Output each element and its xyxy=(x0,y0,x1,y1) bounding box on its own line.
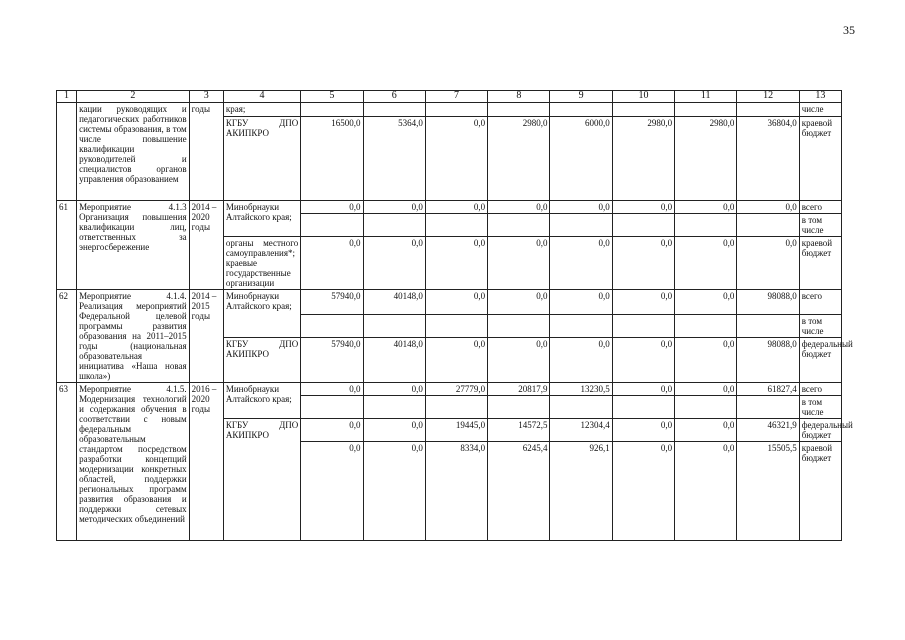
amount-cell: 0,0 xyxy=(363,237,425,290)
funding-source: числе xyxy=(799,103,841,117)
amount-cell: 0,0 xyxy=(612,338,674,383)
activity-years: 2014 – 2015 годы xyxy=(189,290,223,383)
amount-cell: 2980,0 xyxy=(488,117,550,201)
amount-cell: 0,0 xyxy=(675,383,737,396)
funding-source: в том числе xyxy=(799,214,841,237)
executor: КГБУ ДПО АКИПКРО xyxy=(223,338,300,383)
amount-cell: 6000,0 xyxy=(550,117,612,201)
amount-cell: 0,0 xyxy=(675,338,737,383)
row-number: 63 xyxy=(57,383,77,541)
amount-cell: 0,0 xyxy=(363,419,425,442)
amount-cell: 0,0 xyxy=(675,290,737,315)
amount-cell: 0,0 xyxy=(488,201,550,214)
amount-cell: 0,0 xyxy=(550,338,612,383)
amount-cell: 0,0 xyxy=(488,338,550,383)
executor: КГБУ ДПО АКИПКРО xyxy=(223,117,300,201)
amount-cell: 0,0 xyxy=(550,201,612,214)
activity-years: 2016 – 2020 годы xyxy=(189,383,223,541)
activity-years: годы xyxy=(189,103,223,201)
column-header: 4 xyxy=(223,91,300,103)
table-row xyxy=(57,201,842,214)
amount-cell: 0,0 xyxy=(301,237,363,290)
row-number: 62 xyxy=(57,290,77,383)
amount-cell: 12304,4 xyxy=(550,419,612,442)
amount-cell: 0,0 xyxy=(612,201,674,214)
executor: Минобрнауки Алтайского края; xyxy=(223,290,300,338)
funding-source: всего xyxy=(799,290,841,315)
amount-cell: 2980,0 xyxy=(675,117,737,201)
funding-source: федеральный бюджет xyxy=(799,338,841,383)
total-cell: 0,0 xyxy=(737,237,799,290)
funding-source: в том числе xyxy=(799,396,841,419)
column-header: 2 xyxy=(77,91,190,103)
total-cell: 61827,4 xyxy=(737,383,799,396)
amount-cell: 0,0 xyxy=(550,237,612,290)
amount-cell: 14572,5 xyxy=(488,419,550,442)
amount-cell: 0,0 xyxy=(363,383,425,396)
amount-cell: 0,0 xyxy=(425,117,487,201)
funding-source: всего xyxy=(799,201,841,214)
executor: Минобрнауки Алтайского края; xyxy=(223,201,300,237)
executor: Минобрнауки Алтайского края; xyxy=(223,383,300,419)
activity-name: кации руководящих и педагогических работников системы образования, в том числе повышение квалификации руководителей и специалистов органов управления образованием xyxy=(77,103,190,201)
amount-cell: 57940,0 xyxy=(301,290,363,315)
column-header: 1 xyxy=(57,91,77,103)
amount-cell: 16500,0 xyxy=(301,117,363,201)
amount-cell: 926,1 xyxy=(550,442,612,541)
column-header: 3 xyxy=(189,91,223,103)
amount-cell: 0,0 xyxy=(675,419,737,442)
header-row xyxy=(57,91,842,103)
amount-cell: 0,0 xyxy=(425,237,487,290)
column-header: 6 xyxy=(363,91,425,103)
amount-cell: 0,0 xyxy=(363,201,425,214)
amount-cell: 0,0 xyxy=(675,201,737,214)
amount-cell: 8334,0 xyxy=(425,442,487,541)
executor: края; xyxy=(223,103,300,117)
column-header: 11 xyxy=(675,91,737,103)
amount-cell: 0,0 xyxy=(301,419,363,442)
amount-cell: 0,0 xyxy=(612,383,674,396)
amount-cell: 40148,0 xyxy=(363,290,425,315)
amount-cell: 0,0 xyxy=(425,338,487,383)
amount-cell: 0,0 xyxy=(425,201,487,214)
amount-cell: 40148,0 xyxy=(363,338,425,383)
amount-cell: 0,0 xyxy=(301,383,363,396)
amount-cell: 0,0 xyxy=(301,442,363,541)
column-header: 10 xyxy=(612,91,674,103)
total-cell: 98088,0 xyxy=(737,290,799,315)
amount-cell: 5364,0 xyxy=(363,117,425,201)
amount-cell: 0,0 xyxy=(612,290,674,315)
table-row xyxy=(57,290,842,315)
column-header: 13 xyxy=(799,91,841,103)
activity-years: 2014 – 2020 годы xyxy=(189,201,223,290)
funding-source: всего xyxy=(799,383,841,396)
amount-cell: 6245,4 xyxy=(488,442,550,541)
activity-name: Мероприятие 4.1.5. Модернизация технологий и содержания обучения в соответствии с новым федеральным образовательным стандартом посредством разработки концепций модернизации конкретных областей, поддержки региональных программ развития образования и поддержки сетевых методических объединений xyxy=(77,383,190,541)
amount-cell: 2980,0 xyxy=(612,117,674,201)
table-row xyxy=(57,383,842,396)
amount-cell: 57940,0 xyxy=(301,338,363,383)
page-number: 35 xyxy=(843,23,855,37)
amount-cell: 13230,5 xyxy=(550,383,612,396)
executor: органы местного самоуправления*; краевые государственные организации xyxy=(223,237,300,290)
amount-cell: 0,0 xyxy=(612,237,674,290)
executor: КГБУ ДПО АКИПКРО xyxy=(223,419,300,541)
funding-source: краевой бюджет xyxy=(799,237,841,290)
amount-cell: 0,0 xyxy=(675,237,737,290)
activity-name: Мероприятие 4.1.4. Реализация мероприятий Федеральной целевой программы развития образования на 2011–2015 годы (национальная образовательная инициатива «Наша новая школа») xyxy=(77,290,190,383)
amount-cell: 0,0 xyxy=(488,290,550,315)
table-row xyxy=(57,103,842,117)
total-cell: 15505,5 xyxy=(737,442,799,541)
column-header: 9 xyxy=(550,91,612,103)
funding-source: краевой бюджет xyxy=(799,117,841,201)
column-header: 7 xyxy=(425,91,487,103)
column-header: 8 xyxy=(488,91,550,103)
total-cell: 46321,9 xyxy=(737,419,799,442)
column-header: 12 xyxy=(737,91,799,103)
funding-source: в том числе xyxy=(799,315,841,338)
amount-cell: 0,0 xyxy=(301,201,363,214)
activity-name: Мероприятие 4.1.3 Организация повышения квалификации лиц, ответственных за энергосбережение xyxy=(77,201,190,290)
amount-cell: 0,0 xyxy=(488,237,550,290)
row-number: 61 xyxy=(57,201,77,290)
amount-cell: 0,0 xyxy=(675,442,737,541)
column-header: 5 xyxy=(301,91,363,103)
total-cell: 36804,0 xyxy=(737,117,799,201)
program-table xyxy=(56,90,853,541)
amount-cell: 0,0 xyxy=(425,290,487,315)
amount-cell: 0,0 xyxy=(612,442,674,541)
funding-source: краевой бюджет xyxy=(799,442,841,541)
amount-cell: 19445,0 xyxy=(425,419,487,442)
amount-cell: 0,0 xyxy=(550,290,612,315)
amount-cell: 27779,0 xyxy=(425,383,487,396)
funding-source: федеральный бюджет xyxy=(799,419,841,442)
total-cell: 0,0 xyxy=(737,201,799,214)
total-cell: 98088,0 xyxy=(737,338,799,383)
amount-cell: 0,0 xyxy=(612,419,674,442)
amount-cell: 0,0 xyxy=(363,442,425,541)
amount-cell: 20817,9 xyxy=(488,383,550,396)
row-number xyxy=(57,103,77,201)
